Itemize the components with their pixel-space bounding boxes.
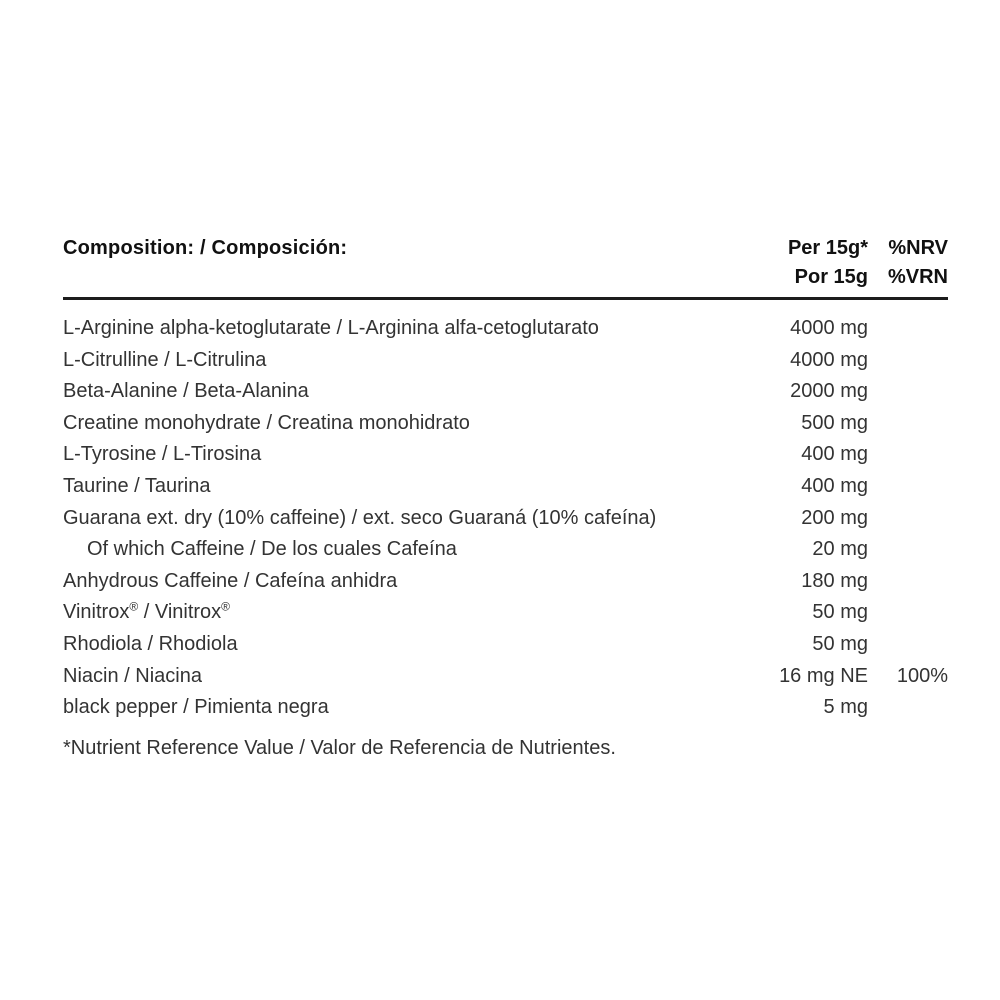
header-amount-es: Por 15g bbox=[794, 266, 868, 288]
table-row bbox=[63, 629, 948, 661]
ingredient-name: Rhodiola / Rhodiola bbox=[63, 632, 238, 655]
table-row bbox=[63, 408, 948, 440]
ingredient-name: L-Arginine alpha-ketoglutarate / L-Arginina alfa-cetoglutarato bbox=[63, 317, 599, 339]
ingredient-amount: 200 mg bbox=[801, 506, 868, 529]
composition-table bbox=[63, 234, 948, 762]
table-row bbox=[63, 692, 948, 724]
ingredient-name: Beta-Alanine / Beta-Alanina bbox=[63, 380, 309, 403]
table-row bbox=[63, 503, 948, 535]
ingredient-name: Creatine monohydrate / Creatina monohidrato bbox=[63, 411, 470, 434]
table-header bbox=[63, 234, 948, 292]
ingredient-amount: 400 mg bbox=[801, 443, 868, 466]
ingredient-amount: 500 mg bbox=[801, 411, 868, 434]
ingredient-amount: 400 mg bbox=[801, 474, 868, 497]
ingredient-name: L-Tyrosine / L-Tirosina bbox=[63, 443, 262, 466]
ingredient-name: Niacin / Niacina bbox=[63, 664, 202, 687]
table-row bbox=[63, 345, 948, 377]
table-row bbox=[63, 439, 948, 471]
table-row bbox=[63, 661, 948, 693]
ingredient-amount: 16 mg NE bbox=[779, 664, 868, 687]
header-nrv-es: %VRN bbox=[887, 266, 948, 288]
ingredient-name: Guarana ext. dry (10% caffeine) / ext. seco Guaraná (10% cafeína) bbox=[63, 506, 657, 529]
table-row bbox=[63, 534, 948, 566]
ingredient-amount: 50 mg bbox=[812, 601, 868, 624]
ingredient-rows bbox=[63, 313, 948, 724]
table-row bbox=[63, 376, 948, 408]
table-row bbox=[63, 566, 948, 598]
header-nrv-en: %NRV bbox=[888, 237, 948, 259]
ingredient-name: black pepper / Pimienta negra bbox=[63, 696, 329, 719]
table-title: Composition: / Composición: bbox=[63, 237, 348, 259]
ingredient-amount: 5 mg bbox=[823, 696, 868, 719]
ingredient-amount: 180 mg bbox=[801, 569, 868, 592]
ingredient-name: Of which Caffeine / De los cuales Cafeína bbox=[87, 538, 457, 561]
ingredient-name: Anhydrous Caffeine / Cafeína anhidra bbox=[63, 569, 398, 592]
ingredient-name: Taurine / Taurina bbox=[63, 474, 211, 497]
ingredient-name: L-Citrulline / L-Citrulina bbox=[63, 348, 267, 371]
nrv-footnote: *Nutrient Reference Value / Valor de Referencia de Nutrientes. bbox=[63, 736, 616, 759]
header-amount-en: Per 15g* bbox=[787, 237, 868, 259]
ingredient-amount: 4000 mg bbox=[790, 348, 868, 371]
ingredient-amount: 20 mg bbox=[812, 538, 868, 561]
table-row bbox=[63, 313, 948, 345]
header-rule bbox=[63, 297, 948, 300]
ingredient-nrv: 100% bbox=[896, 664, 948, 687]
ingredient-amount: 2000 mg bbox=[790, 380, 868, 403]
table-header-line-1 bbox=[63, 234, 948, 263]
table-header-line-2 bbox=[63, 263, 948, 292]
ingredient-amount: 4000 mg bbox=[790, 317, 868, 339]
ingredient-name: Vinitrox® / Vinitrox® bbox=[63, 599, 231, 624]
table-row bbox=[63, 597, 948, 629]
table-row bbox=[63, 471, 948, 503]
ingredient-amount: 50 mg bbox=[812, 632, 868, 655]
